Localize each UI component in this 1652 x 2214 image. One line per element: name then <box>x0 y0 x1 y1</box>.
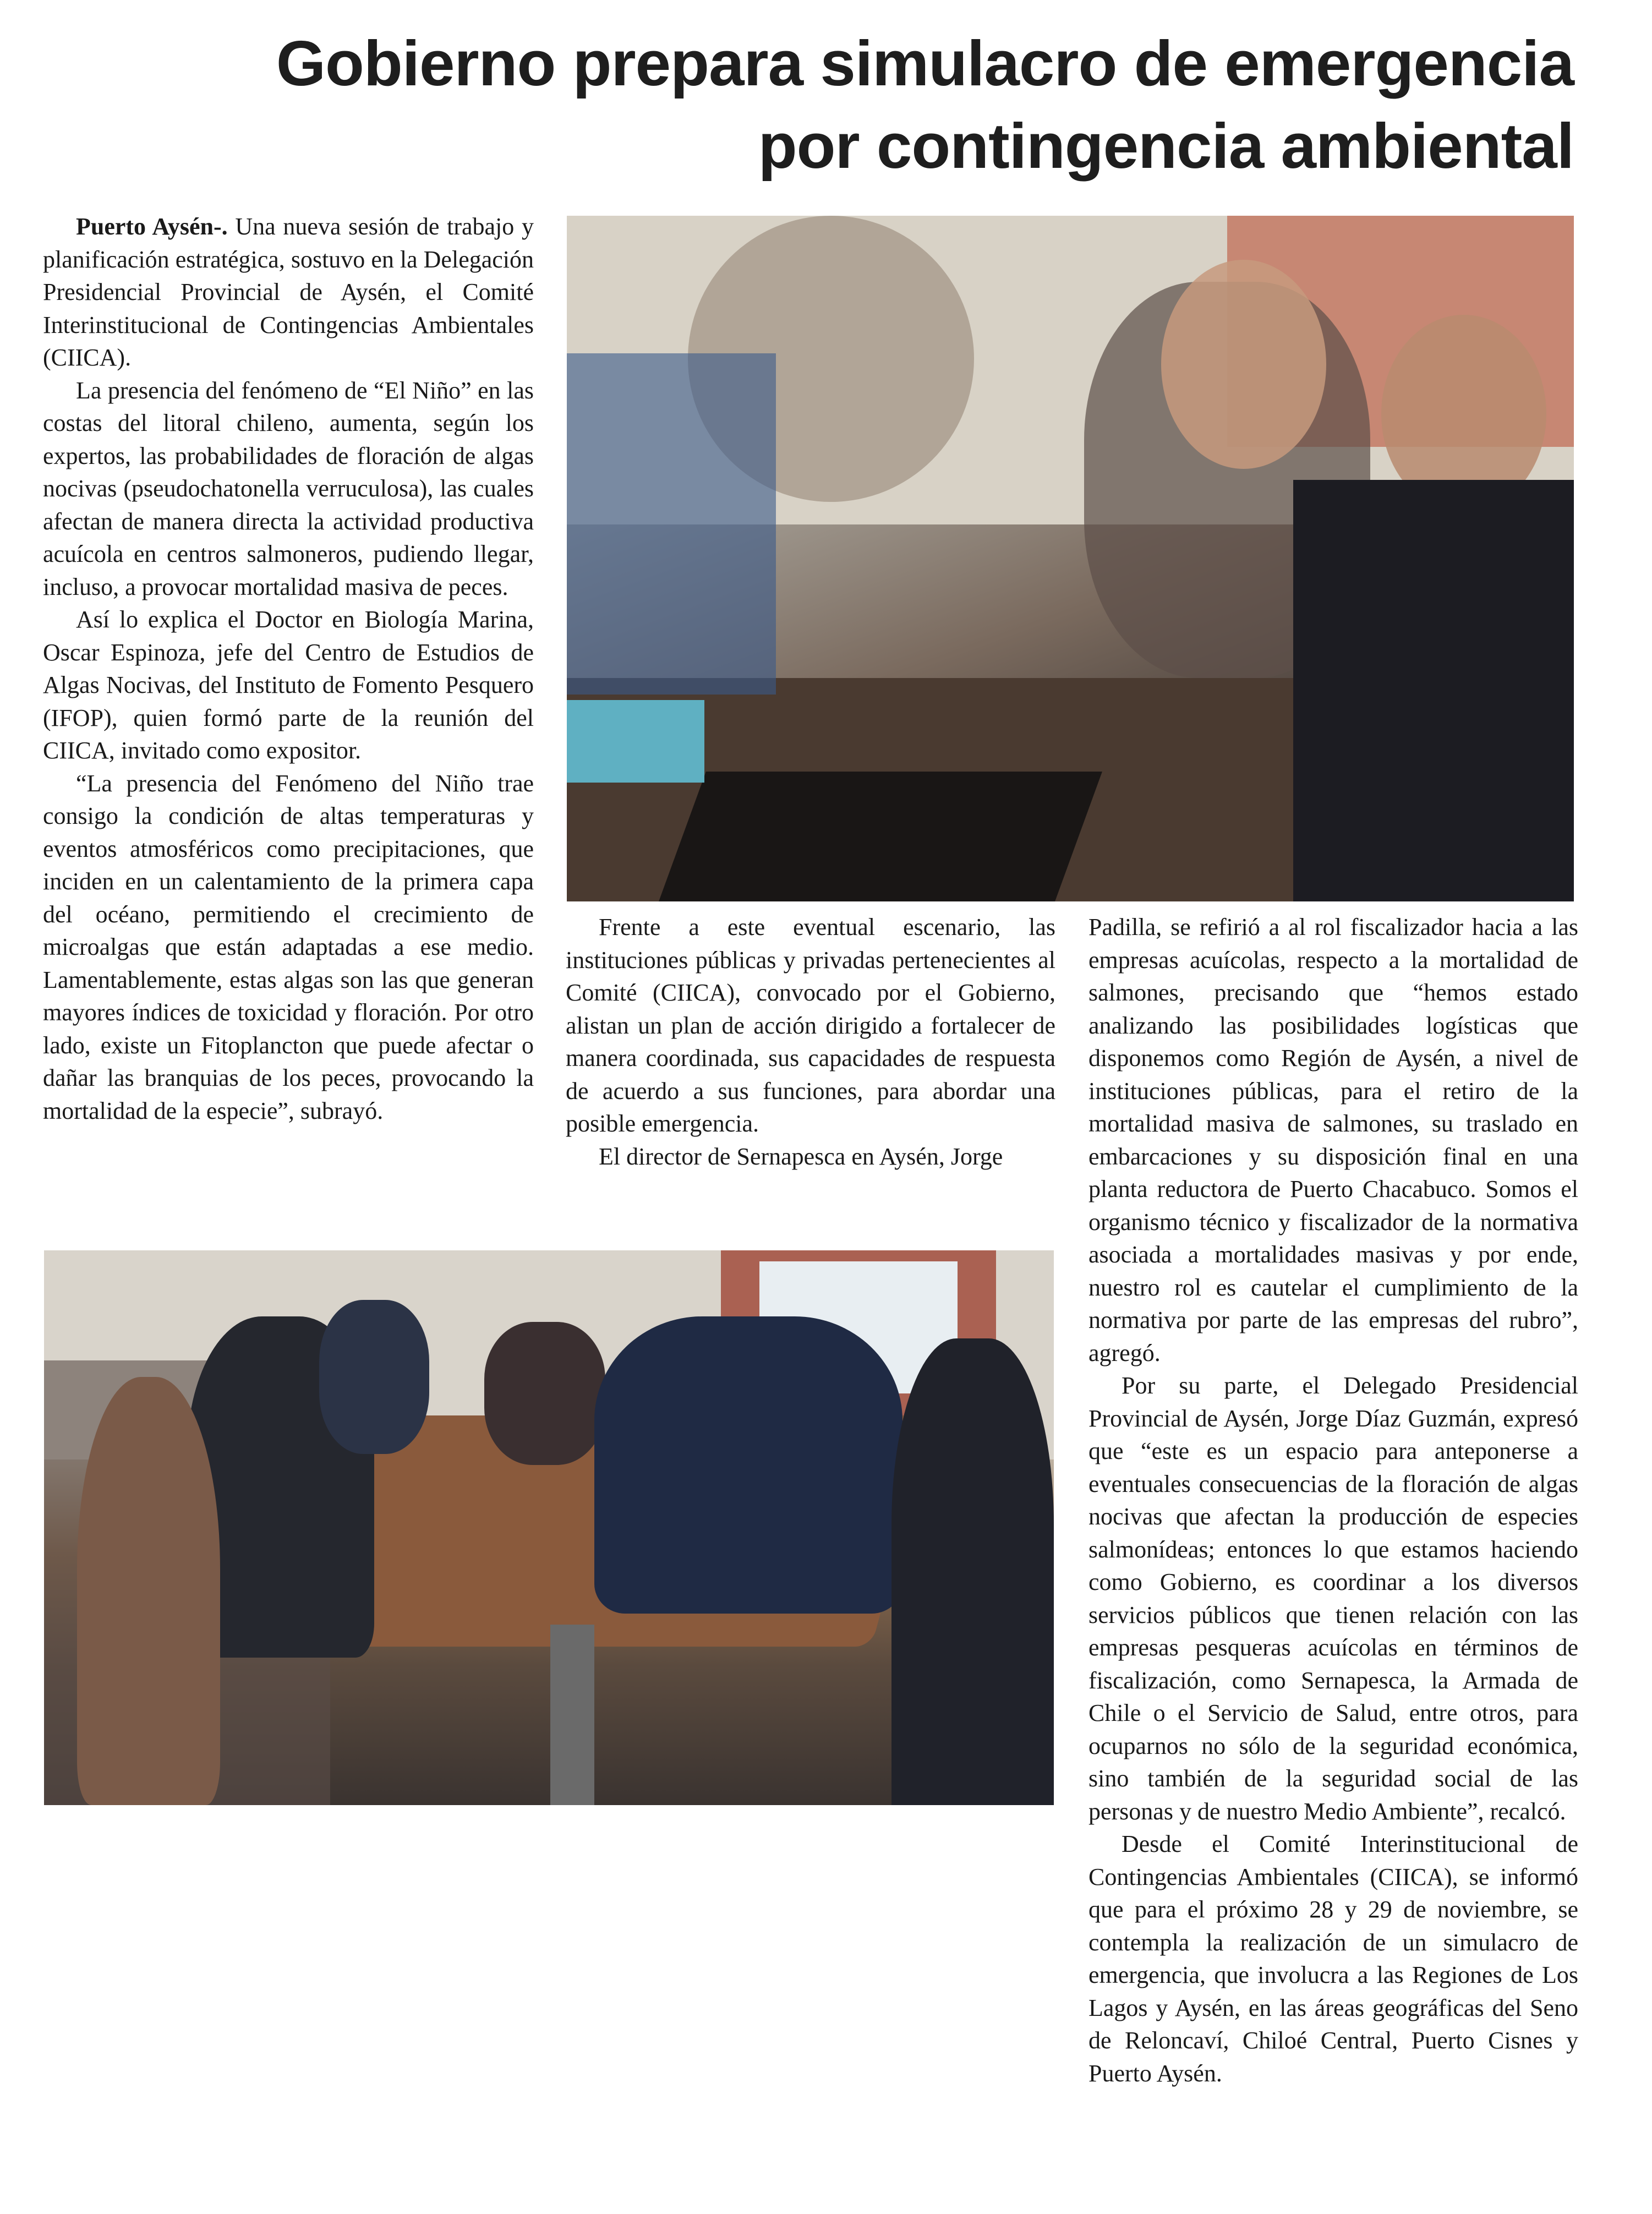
paragraph-1 <box>43 210 534 374</box>
paragraph-7: Padilla, se refirió a al rol fiscalizador hacia a las empresas acuícolas, respecto a la mortalidad de salmones, precisando que “hemos estado analizando las posibilidades logísticas que disponemos como Región de Aysén, a nivel de instituciones públicas, para el retiro de la mortalidad masiva de salmones, su traslado en embarcaciones y su disposición final en una planta reductora de Puerto Chacabuco. Somos el organismo técnico y fiscalizador de la normativa asociada a mortalidades masivas y por ende, nuestro rol es cautelar el cumplimiento de la normativa por parte de las empresas del rubro”, agregó. <box>1088 914 1578 1366</box>
article-column-1 <box>43 210 534 1127</box>
paragraph-8: Por su parte, el Delegado Presidencial Provincial de Aysén, Jorge Díaz Guzmán, expresó que “este es un espacio para anteponerse a eventuales consecuencias de la floración de algas nocivas que afectan la producción de especies salmonídeas; entonces lo que estamos haciendo como Gobierno, es coordinar a los diversos servicios públicos que tienen relación con las empresas pesqueras acuícolas en términos de fiscalización, como Sernapesca, la Armada de Chile o el Servicio de Salud, entre otros, para ocuparnos no sólo de la seguridad económica, sino también de la seguridad social de las personas y de nuestro Medio Ambiente”, recalcó. <box>1088 1372 1578 1825</box>
meeting-photo-roundtable <box>44 1250 1054 1805</box>
paragraph-1-text: Una nueva sesión de trabajo y planificación estratégica, sostuvo en la Delegación Presidencial Provincial de Aysén, el Comité Interinstitucional de Contingencias Ambientales (CIICA). <box>43 213 534 371</box>
article-headline <box>44 22 1574 187</box>
paragraph-2: La presencia del fenómeno de “El Niño” en las costas del litoral chileno, aumenta, según los expertos, las probabilidades de floración de algas nocivas (pseudochatonella verruculosa), las cuales afectan de manera directa la actividad productiva acuícola en centros salmoneros, pudiendo llegar, incluso, a provocar mortalidad masiva de peces. <box>43 376 534 600</box>
paragraph-3: Así lo explica el Doctor en Biología Marina, Oscar Espinoza, jefe del Centro de Estudios de Algas Nocivas, del Instituto de Fomento Pesquero (IFOP), quien formó parte de la reunión del CIICA, invitado como expositor. <box>43 606 534 764</box>
headline-line-1: Gobierno prepara simulacro de emergencia <box>276 28 1574 99</box>
meeting-photo-closeup <box>567 216 1574 901</box>
dateline: Puerto Aysén-. <box>76 213 228 240</box>
article-column-3 <box>1088 911 1578 2090</box>
headline-line-2: por contingencia ambiental <box>758 110 1574 182</box>
paragraph-9: Desde el Comité Interinstitucional de Contingencias Ambientales (CIICA), se informó que para el próximo 28 y 29 de noviembre, se contempla la realización de un simulacro de emergencia, que involucra a las Regiones de Los Lagos y Aysén, en las áreas geográficas del Seno de Reloncaví, Chiloé Central, Puerto Cisnes y Puerto Aysén. <box>1088 1830 1578 2087</box>
article-column-2 <box>566 911 1055 1173</box>
paragraph-5: Frente a este eventual escenario, las instituciones públicas y privadas pertenecientes al Comité (CIICA), convocado por el Gobierno, alistan un plan de acción dirigido a fortalecer de manera coordinada, sus capacidades de respuesta de acuerdo a sus funciones, para abordar una posible emergencia. <box>566 914 1055 1137</box>
paragraph-6: El director de Sernapesca en Aysén, Jorge <box>599 1142 1003 1170</box>
paragraph-4: “La presencia del Fenómeno del Niño trae consigo la condición de altas temperaturas y eventos atmosféricos como precipitaciones, que inciden en un calentamiento de la primera capa del océano, permitiendo el crecimiento de microalgas que están adaptadas a ese medio. Lamentablemente, estas algas son las que generan mayores índices de toxicidad y floración. Por otro lado, existe un Fitoplancton que puede afectar o dañar las branquias de los peces, provocando la mortalidad de la especie”, subrayó. <box>43 769 534 1124</box>
